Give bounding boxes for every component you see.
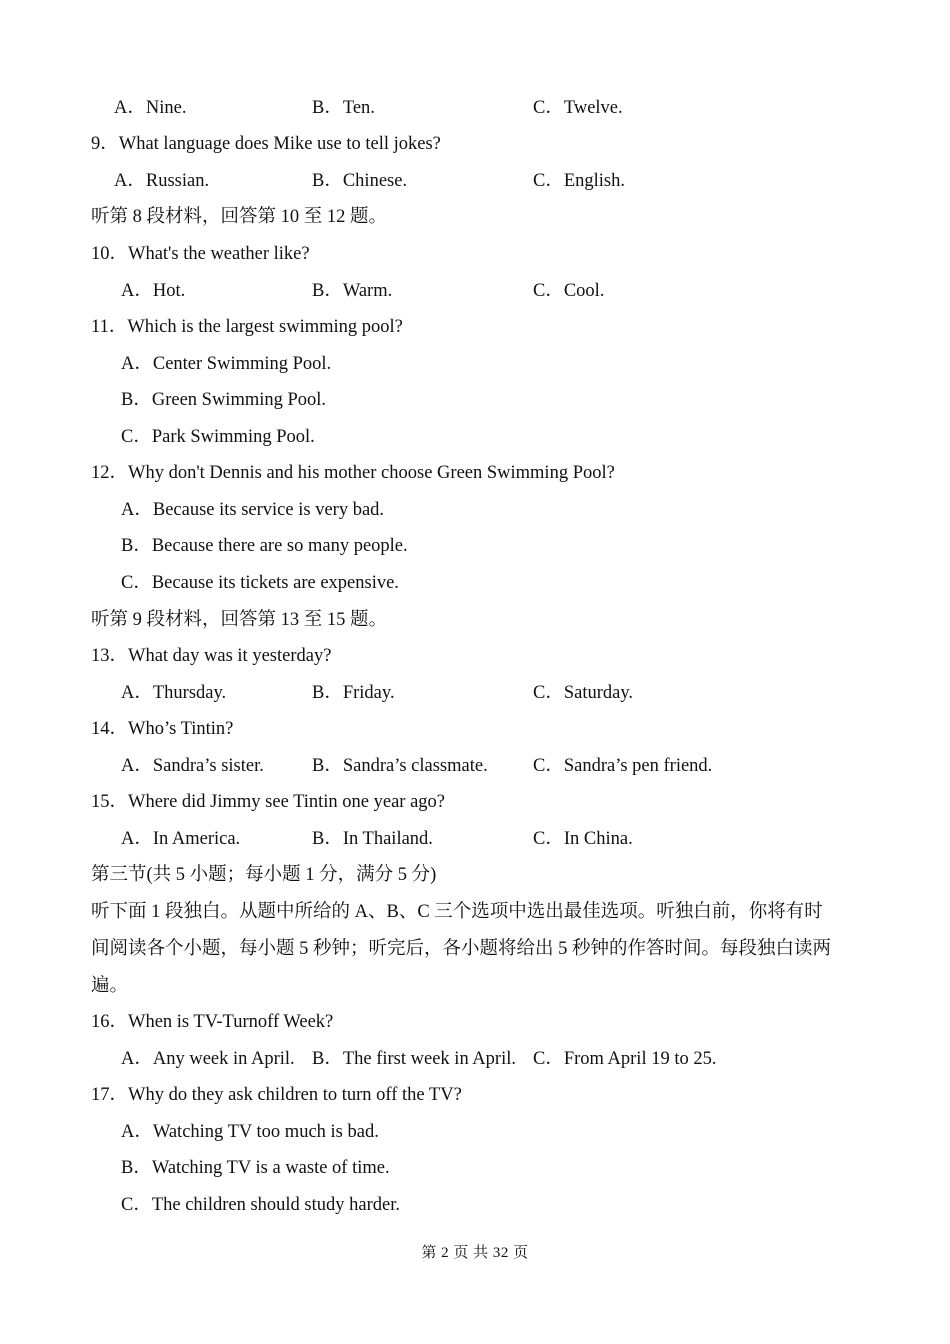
q17-text: 17．Why do they ask children to turn off the TV?: [91, 1085, 462, 1105]
q9-option-c: C．English.: [533, 171, 625, 191]
q10-option-a: A．Hot.: [121, 281, 186, 301]
q15-option-a: A．In America.: [121, 829, 241, 849]
section3-heading: 第三节(共 5 小题；每小题 1 分，满分 5 分): [91, 865, 437, 885]
q17-option-a: A．Watching TV too much is bad.: [121, 1122, 379, 1142]
q14-option-a: A．Sandra’s sister.: [121, 756, 264, 776]
q9-text: 9．What language does Mike use to tell jokes?: [91, 134, 441, 154]
q15-option-b: B．In Thailand.: [312, 829, 433, 849]
q15-option-c: C．In China.: [533, 829, 633, 849]
q10-option-b: B．Warm.: [312, 281, 393, 301]
q14-option-b: B．Sandra’s classmate.: [312, 756, 488, 776]
q10-option-c: C．Cool.: [533, 281, 605, 301]
q17-option-b: B．Watching TV is a waste of time.: [121, 1158, 390, 1178]
q15-text: 15．Where did Jimmy see Tintin one year ago?: [91, 792, 446, 812]
q8-option-a: A．Nine.: [114, 98, 187, 118]
q16-option-b: B．The first week in April.: [312, 1049, 516, 1069]
q12-text: 12．Why don't Dennis and his mother choose Green Swimming Pool?: [91, 463, 615, 483]
q14-text: 14．Who’s Tintin?: [91, 719, 234, 739]
part8-heading: 听第 8 段材料，回答第 10 至 12 题。: [91, 207, 388, 227]
instructions-line-1: 听下面 1 段独白。从题中所给的 A、B、C 三个选项中选出最佳选项。听独白前，你将有时: [91, 902, 823, 922]
q9-option-b: B．Chinese.: [312, 171, 408, 191]
q11-option-b: B．Green Swimming Pool.: [121, 390, 327, 410]
q13-option-b: B．Friday.: [312, 683, 395, 703]
q11-option-a: A．Center Swimming Pool.: [121, 354, 332, 374]
q13-option-c: C．Saturday.: [533, 683, 634, 703]
q16-option-a: A．Any week in April.: [121, 1049, 295, 1069]
q13-option-a: A．Thursday.: [121, 683, 227, 703]
q12-option-c: C．Because its tickets are expensive.: [121, 573, 399, 593]
q12-option-a: A．Because its service is very bad.: [121, 500, 385, 520]
q8-option-c: C．Twelve.: [533, 98, 623, 118]
instructions-line-2: 间阅读各个小题，每小题 5 秒钟；听完后，各小题将给出 5 秒钟的作答时间。每段独白读两: [91, 939, 832, 959]
q10-text: 10．What's the weather like?: [91, 244, 310, 264]
q16-option-c: C．From April 19 to 25.: [533, 1049, 717, 1069]
part9-heading: 听第 9 段材料，回答第 13 至 15 题。: [91, 610, 388, 630]
q17-option-c: C．The children should study harder.: [121, 1195, 400, 1215]
q11-text: 11．Which is the largest swimming pool?: [91, 317, 403, 337]
q11-option-c: C．Park Swimming Pool.: [121, 427, 315, 447]
q16-text: 16．When is TV-Turnoff Week?: [91, 1012, 334, 1032]
q13-text: 13．What day was it yesterday?: [91, 646, 332, 666]
q12-option-b: B．Because there are so many people.: [121, 536, 408, 556]
page-footer: 第 2 页 共 32 页: [421, 1245, 529, 1261]
q9-option-a: A．Russian.: [114, 171, 210, 191]
q14-option-c: C．Sandra’s pen friend.: [533, 756, 713, 776]
q8-option-b: B．Ten.: [312, 98, 375, 118]
instructions-line-3: 遍。: [91, 976, 129, 996]
